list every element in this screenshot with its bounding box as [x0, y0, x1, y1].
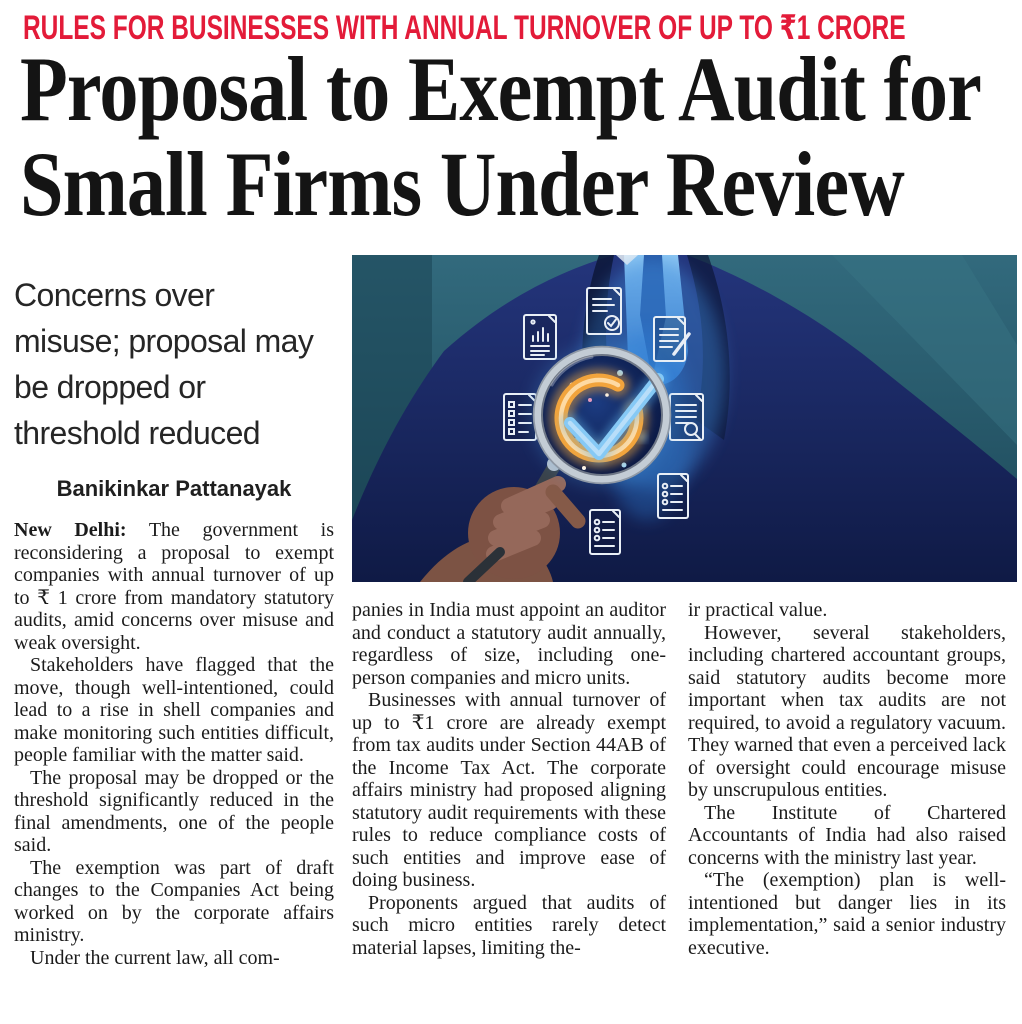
standfirst-line: misuse; proposal may — [14, 323, 314, 359]
bar-chart-document-icon — [524, 315, 556, 359]
body-paragraph-continuation: panies in India must appoint an auditor and conduct a statutory audit annually, regardless of size, including one-person companies and micro units. — [352, 599, 666, 689]
left-column — [14, 272, 334, 969]
standfirst-line: Concerns over — [14, 277, 215, 313]
checked-document-icon — [587, 288, 621, 334]
body-text-right — [688, 599, 1006, 959]
body-paragraph: The proposal may be dropped or the threshold significantly reduced in the final amendments, one of the people said. — [14, 766, 334, 856]
body-paragraph: The exemption was part of draft changes to the Companies Act being worked on by the corporate affairs ministry. — [14, 856, 334, 946]
standfirst-line: be dropped or — [14, 369, 206, 405]
body-paragraph-continuation: ir practical value. — [688, 599, 828, 621]
verified-checklist-icon — [590, 510, 620, 554]
standfirst — [14, 272, 334, 456]
standfirst-line: threshold reduced — [14, 415, 260, 451]
byline: Banikinkar Pattanayak — [56, 476, 292, 501]
shield-checklist-icon — [658, 474, 688, 518]
body-paragraph: Under the current law, all com- — [30, 946, 280, 969]
headline-line-1: Proposal to Exempt Audit for — [20, 38, 981, 140]
body-text-left — [14, 519, 334, 969]
body-text-middle — [352, 599, 666, 959]
headline-line-2: Small Firms Under Review — [20, 133, 904, 235]
body-paragraph: The Institute of Chartered Accountants of India had also raised concerns with the ministry last year. — [688, 801, 1006, 869]
signed-document-icon — [654, 317, 689, 361]
headline — [20, 38, 1022, 235]
body-paragraph: However, several stakeholders, including chartered accountant groups, said statutory audits become more important when tax audits are not required, to avoid a regulatory vacuum. They warned that even a perceived lack of oversight could encourage misuse by unscrupulous entities. — [688, 621, 1006, 801]
body-paragraph: Proponents argued that audits of such micro entities rarely detect material lapses, limiting the- — [352, 891, 666, 959]
article-photo — [352, 255, 1017, 582]
body-paragraph: Stakeholders have flagged that the move, though well-intentioned, could lead to a rise in shell companies and make monitoring such entities difficult, people familiar with the matter said. — [14, 654, 334, 766]
audit-search-document-icon — [670, 394, 703, 440]
body-paragraph: Businesses with annual turnover of up to ₹1 crore are already exempt from tax audits under Section 44AB of the Income Tax Act. The corporate affairs ministry had proposed aligning statutory audit requirements with these rules to reduce compliance costs of such entities and improve ease of doing business. — [352, 689, 666, 891]
body-paragraph: “The (exemption) plan is well-intentioned but danger lies in its implementation,” said a senior industry executive. — [688, 869, 1006, 959]
body-paragraph — [14, 519, 334, 654]
kicker: RULES FOR BUSINESSES WITH ANNUAL TURNOVER OF UP TO ₹1 CRORE — [23, 9, 906, 47]
lead-text: The government is reconsidering a proposal to exempt companies with annual turnover of up to ₹ 1 crore from mandatory statutory audits, amid concerns over misuse and weak oversight. — [14, 519, 334, 654]
audit-photo-illustration — [352, 255, 1017, 582]
dateline: New Delhi: — [14, 519, 127, 541]
